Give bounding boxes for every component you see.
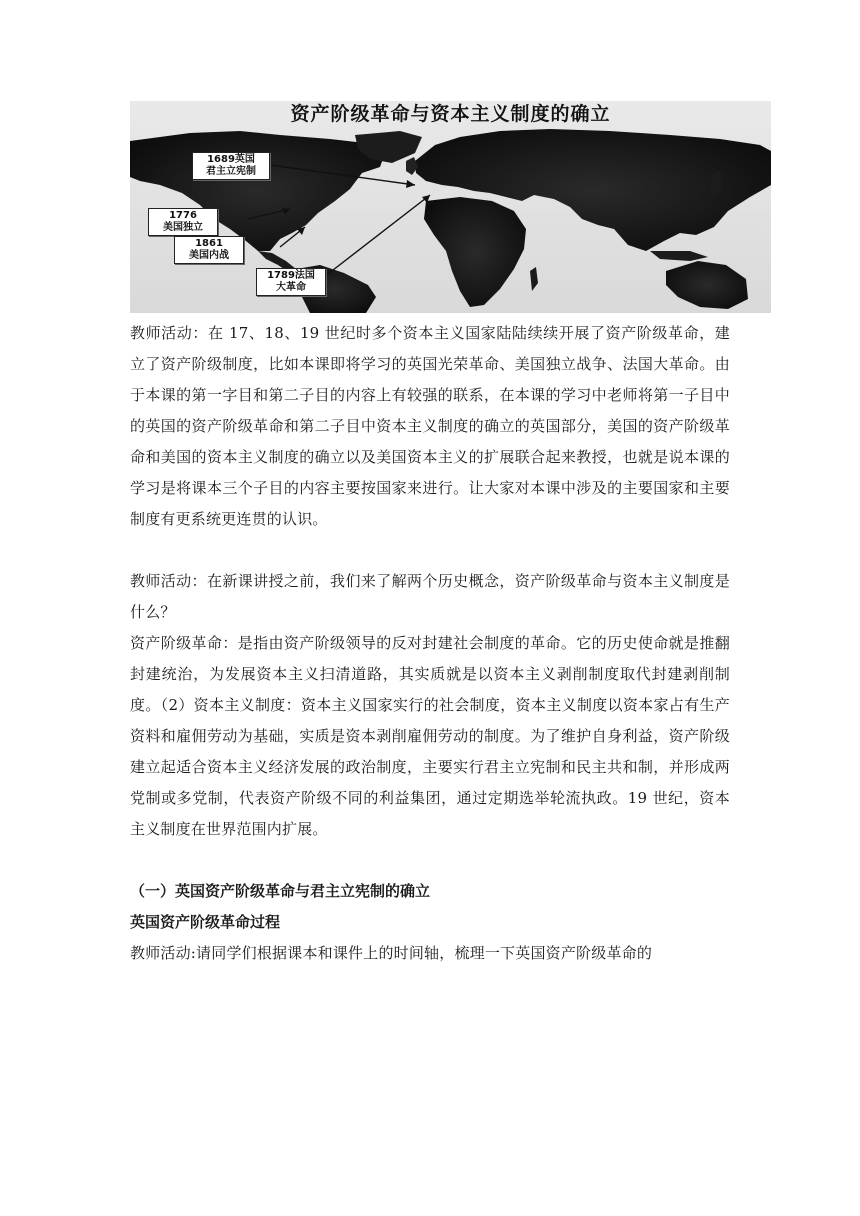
arrow-1789 xyxy=(324,195,430,277)
paragraph-intro: 教师活动：在 17、18、19 世纪时多个资本主义国家陆陆续续开展了资产阶级革命，建立了资产阶级制度，比如本课即将学习的英国光荣革命、美国独立战争、法国大革命。由于本课的第一字目和第二子目的内容上有较强的联系，在本课的学习中老师将第一子目中的英国的资产阶级革命和第二子目中资本主义制度的确立的英国部分，美国的资产阶级革命和美国的资本主义制度的确立以及美国资本主义的扩展联合起来教授，也就是说本课的学习是将课本三个子目的内容主要按国家来进行。让大家对本课中涉及的主要国家和主要制度有更系统更连贯的认识。 xyxy=(130,324,730,528)
paragraph-last: 教师活动:请同学们根据课本和课件上的时间轴，梳理一下英国资产阶级革命的 xyxy=(130,944,653,962)
subheading: 英国资产阶级革命过程 xyxy=(130,913,281,931)
world-map-graphic xyxy=(130,101,771,313)
paragraph-concepts-definition: 资产阶级革命：是指由资产阶级领导的反对封建社会制度的革命。它的历史使命就是推翻封建统治，为发展资本主义扫清道路，其实质就是以资本主义剥削制度取代封建剥削制度。（2）资本主义制度：资本主义国家实行的社会制度，资本主义制度以资本家占有生产资料和雇佣劳动为基础，实质是资本剥削雇佣劳动的制度。为了维护自身利益，资产阶级建立起适合资本主义经济发展的政治制度，主要实行君主立宪制和民主共和制，并形成两党制或多党制，代表资产阶级不同的利益集团，通过定期选举轮流执政。19 世纪，资本主义制度在世界范围内扩展。 xyxy=(130,634,730,838)
section-heading: （一）英国资产阶级革命与君主立宪制的确立 xyxy=(130,882,431,900)
callout-1861-usa: 1861 美国内战 xyxy=(174,236,244,264)
callout-1789-france: 1789法国 大革命 xyxy=(256,268,326,296)
paragraph-concepts-question: 教师活动：在新课讲授之前，我们来了解两个历史概念，资产阶级革命与资本主义制度是什么？ xyxy=(130,572,730,621)
africa-shape xyxy=(424,197,526,307)
callout-1689-england: 1689英国 君主立宪制 xyxy=(192,152,270,180)
callout-1776-usa: 1776 美国独立 xyxy=(148,208,218,236)
australia-shape xyxy=(666,261,748,309)
indonesia-shape xyxy=(650,251,708,261)
figure-title: 资产阶级革命与资本主义制度的确立 xyxy=(290,103,611,125)
document-page xyxy=(130,101,730,969)
madagascar-shape xyxy=(530,267,538,291)
world-map-figure xyxy=(130,101,771,313)
